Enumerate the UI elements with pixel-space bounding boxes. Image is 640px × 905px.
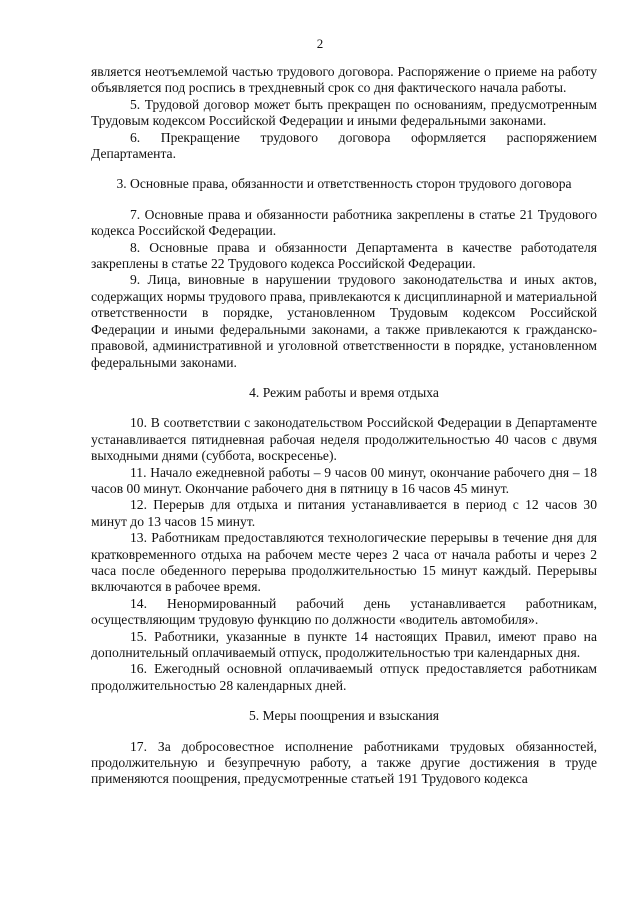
paragraph-5: 5. Трудовой договор может быть прекращен по основаниям, предусмотренным Трудовым кодексом Российской Федерации и иными федеральными законами. [91,96,597,129]
paragraph-16: 16. Ежегодный основной оплачиваемый отпуск предоставляется работникам продолжительностью 28 календарных дней. [91,661,597,693]
section-heading-4: 4. Режим работы и время отдыха [249,384,439,400]
paragraph-12: 12. Перерыв для отдыха и питания устанавливается в период с 12 часов 30 минут до 13 часов 15 минут. [91,497,597,529]
paragraph-11: 11. Начало ежедневной работы – 9 часов 00 минут, окончание рабочего дня – 18 часов 00 минут. Окончание рабочего дня в пятницу в 16 часов 45 минут. [91,464,597,496]
page-number: 2 [316,36,324,51]
paragraph-17: 17. За добросовестное исполнение работниками трудовых обязанностей, продолжительную и безупречную работу, а также другие достижения в труде применяются поощрения, предусмотренные статьей 191 Трудового кодекса [91,738,597,787]
section-heading-3: 3. Основные права, обязанности и ответственность сторон трудового договора [116,176,572,192]
paragraph-13: 13. Работникам предоставляются технологические перерывы в течение дня для кратковременного отдыха на рабочем месте через 2 часа от начала работы и через 2 часа после обеденного перерыва продолжительностью 15 минут каждый. Перерывы включаются в рабочее время. [91,530,597,595]
document-body [91,64,597,788]
paragraph-8: 8. Основные права и обязанности Департамента в качестве работодателя закреплены в статье 22 Трудового кодекса Российской Федерации. [91,239,597,272]
paragraph-7: 7. Основные права и обязанности работника закреплены в статье 21 Трудового кодекса Российской Федерации. [91,206,597,239]
section-heading-5: 5. Меры поощрения и взыскания [248,708,440,724]
paragraph-6: 6. Прекращение трудового договора оформляется распоряжением Департамента. [91,129,597,162]
paragraph-14: 14. Ненормированный рабочий день устанавливается работникам, осуществляющим трудовую функцию по должности «водитель автомобиля». [91,595,597,628]
paragraph-10: 10. В соответствии с законодательством Российской Федерации в Департаменте устанавливается пятидневная рабочая неделя продолжительностью 40 часов с двумя выходными днями (суббота, воскресенье). [91,415,597,464]
paragraph-15: 15. Работники, указанные в пункте 14 настоящих Правил, имеют право на дополнительный оплачиваемый отпуск, продолжительностью три календарных дня. [91,628,597,660]
paragraph-continuation: является неотъемлемой частью трудового договора. Распоряжение о приеме на работу объявляется под роспись в трехдневный срок со дня фактического начала работы. [91,64,597,96]
paragraph-9: 9. Лица, виновные в нарушении трудового законодательства и иных актов, содержащих нормы трудового права, привлекаются к дисциплинарной и материальной ответственности в порядке, установленном Трудовым кодексом Российской Федерации и иными федеральными законами, а также привлекаются к гражданско-правовой, административной и уголовной ответственности в порядке, установленном федеральными законами. [91,272,597,370]
